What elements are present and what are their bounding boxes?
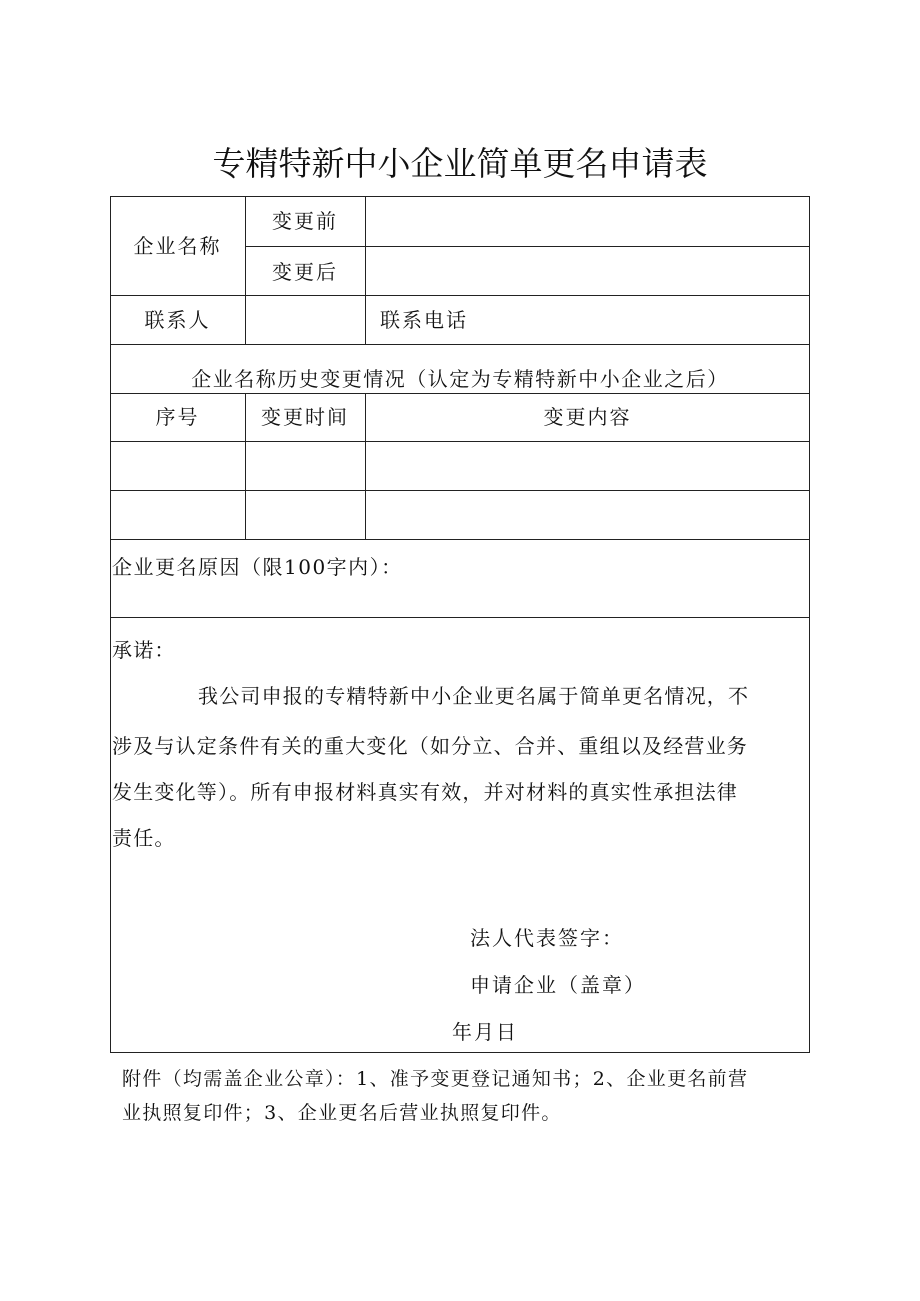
date-label: 年月日 [452,1020,518,1044]
before-change-label: 变更前 [272,209,338,233]
table-row[interactable] [366,491,809,539]
table-row[interactable] [246,491,365,539]
rename-reason-label: 企业更名原因（限100字内）： [112,555,403,579]
table-row[interactable] [366,442,809,490]
pledge-line: 发生变化等）。所有申报材料真实有效，并对材料的真实性承担法律 [112,780,738,804]
contact-person-input[interactable] [246,296,365,344]
rename-reason-input[interactable] [112,582,802,614]
after-change-input[interactable] [366,247,809,295]
contact-phone-label: 联系电话 [380,308,468,332]
pledge-heading: 承诺： [112,638,176,662]
company-name-label: 企业名称 [133,234,222,258]
form-border-right [809,196,810,1053]
table-row[interactable] [111,442,245,490]
history-heading: 企业名称历史变更情况（认定为专精特新中小企业之后） [191,367,729,391]
divider [110,295,810,296]
pledge-line: 我公司申报的专精特新中小企业更名属于简单更名情况，不 [198,684,750,708]
divider [110,617,810,618]
page-title: 专精特新中小企业简单更名申请表 [212,144,708,183]
divider [110,344,810,345]
after-change-label: 变更后 [272,260,338,284]
attachments-note-line: 业执照复印件；3、企业更名后营业执照复印件。 [122,1102,562,1124]
history-col-content: 变更内容 [543,405,632,429]
before-change-input[interactable] [366,197,809,246]
legal-representative-signature-label: 法人代表签字： [470,926,624,950]
table-row[interactable] [246,442,365,490]
company-seal-label: 申请企业（盖章） [470,973,646,997]
history-col-index: 序号 [155,405,200,429]
pledge-line: 责任。 [112,826,176,850]
divider [110,539,810,540]
form-border-bottom [110,1052,810,1053]
history-col-time: 变更时间 [261,405,349,429]
pledge-line: 涉及与认定条件有关的重大变化（如分立、合并、重组以及经营业务 [112,734,748,758]
table-row[interactable] [111,491,245,539]
contact-person-label: 联系人 [144,308,211,332]
attachments-note-line: 附件（均需盖企业公章）：1、准予变更登记通知书；2、企业更名前营 [122,1068,749,1090]
application-form [110,196,810,1053]
divider [110,393,810,394]
